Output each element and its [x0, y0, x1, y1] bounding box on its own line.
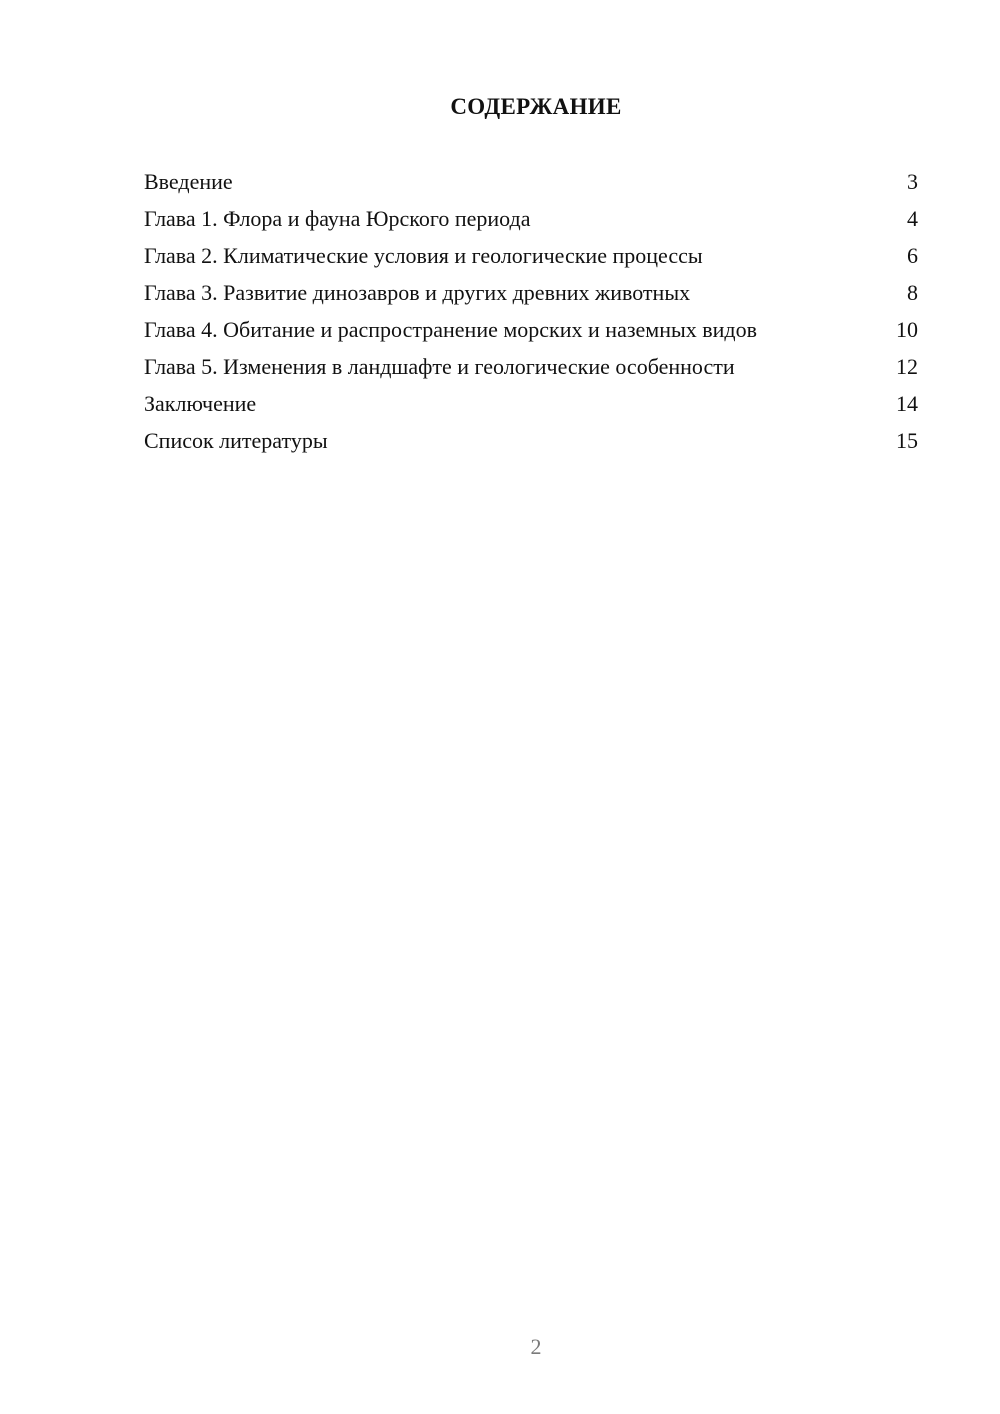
toc-entry-page: 15	[896, 428, 918, 453]
toc-entry-chapter-4	[144, 316, 918, 343]
toc-entry-title: Введение	[144, 169, 233, 194]
toc-entry-conclusion	[144, 390, 918, 417]
toc-entry-chapter-2	[144, 242, 918, 269]
toc-entry-title: Заключение	[144, 391, 257, 416]
toc-entry-page: 8	[907, 280, 918, 305]
toc-entry-page: 12	[896, 354, 918, 379]
toc-entry-chapter-1	[144, 205, 918, 232]
toc-entry-chapter-5	[144, 353, 918, 380]
toc-entry-title: Глава 2. Климатические условия и геологические процессы	[144, 243, 703, 268]
toc-entry-title: Список литературы	[144, 428, 328, 453]
page-title: СОДЕРЖАНИЕ	[450, 94, 622, 119]
toc-entry-title: Глава 4. Обитание и распространение морских и наземных видов	[144, 317, 758, 342]
toc-entry-introduction	[144, 168, 918, 195]
toc-entry-page: 3	[907, 169, 918, 194]
toc-entry-title: Глава 1. Флора и фауна Юрского периода	[144, 206, 531, 231]
toc-entry-page: 4	[907, 206, 918, 231]
toc-entry-chapter-3	[144, 279, 918, 306]
toc-entry-page: 6	[907, 243, 918, 268]
toc-entry-title: Глава 3. Развитие динозавров и других древних животных	[144, 280, 691, 305]
page-number: 2	[530, 1334, 542, 1359]
toc-entry-page: 10	[896, 317, 918, 342]
toc-entry-page: 14	[896, 391, 918, 416]
toc-entry-references	[144, 427, 918, 454]
table-of-contents	[144, 168, 918, 464]
toc-entry-title: Глава 5. Изменения в ландшафте и геологические особенности	[144, 354, 735, 379]
